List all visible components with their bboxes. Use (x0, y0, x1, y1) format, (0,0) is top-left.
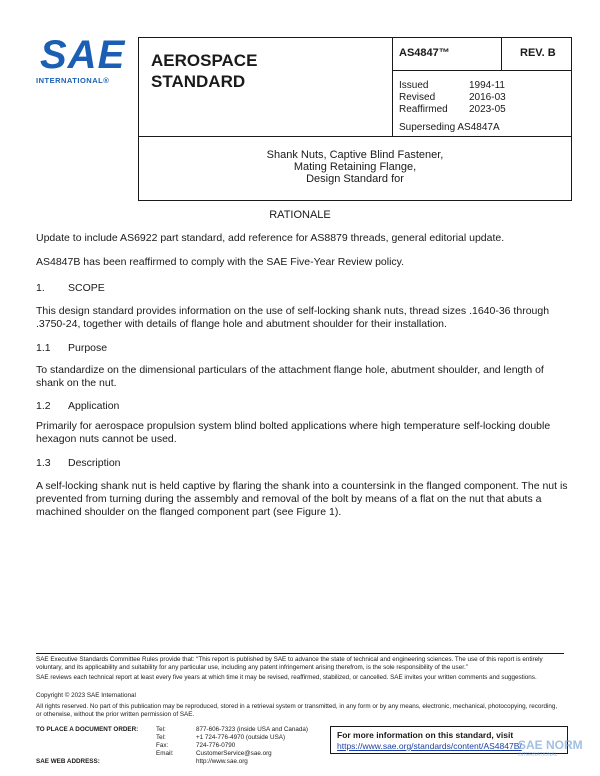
revision-cell (501, 38, 572, 70)
title-line-1: Shank Nuts, Captive Blind Fastener, (266, 149, 444, 161)
title-line-2: Mating Retaining Flange, (293, 161, 417, 173)
email[interactable]: CustomerService@sae.org (196, 750, 272, 757)
info-line: For more information on this standard, visit (337, 730, 514, 740)
type-line-2: STANDARD (151, 72, 246, 91)
watermark: SAE NORM INTERNATIONAL (518, 738, 583, 758)
web-address[interactable]: http://www.sae.org (196, 758, 248, 765)
fax: 724-776-0790 (196, 742, 236, 749)
date-row-issued: Issued 1994-11 (399, 80, 505, 91)
title-line-3: Design Standard for (306, 173, 404, 185)
web-label: SAE WEB ADDRESS: (36, 758, 100, 765)
standard-link[interactable]: https://www.sae.org/standards/content/AS4847B/ (337, 741, 522, 751)
date-table (399, 80, 506, 116)
rationale-heading: RATIONALE (269, 209, 331, 221)
section-1-1-text: To standardize on the dimensional particulars of the attachment flange hole, abutment shoulder, and length of shank on the nut. (36, 364, 544, 389)
phone-intl: +1 724-776-4970 (outside USA) (196, 734, 286, 741)
contact-block (36, 726, 309, 766)
date-row-reaffirmed: Reaffirmed 2023-05 (399, 104, 506, 115)
document-type-cell (139, 38, 393, 136)
footer-copyright: Copyright © 2023 SAE International (36, 692, 136, 699)
rationale-paragraph-1: Update to include AS6922 part standard, add reference for AS8879 threads, general editorial update. (36, 232, 505, 244)
date-row-revised: Revised 2016-03 (399, 92, 506, 103)
footer-rules: SAE Executive Standards Committee Rules provide that: “This report is published by SAE to advance the state of technical and engineering sciences. The use of this report is entirely voluntary, and its applicability and suitability for any particular use, including any patent infringement arising therefrom, is the sole responsibility of the user.” (36, 656, 543, 671)
section-1-3-text: A self-locking shank nut is held captive by flaring the shank into a countersink in the flanged component. The nut is prevented from turning during the assembly and removal of the bolt by means of a flat on the nut that abuts a machined shoulder on the flanged component part (see Figure 1). (36, 480, 568, 518)
superseding: Superseding AS4847A (399, 122, 500, 133)
section-1-heading: 1. SCOPE (36, 282, 105, 294)
sae-logo (36, 33, 132, 86)
logo-subtitle: INTERNATIONAL® (36, 76, 110, 85)
type-line-1: AEROSPACE (151, 51, 258, 70)
logo-mark: SAE (40, 33, 126, 77)
footer-review: SAE reviews each technical report at least every five years at which time it may be revised, reaffirmed, stabilized, or cancelled. SAE invites your written comments and suggestions. (36, 674, 537, 681)
section-1-3-heading: 1.3 Description (36, 457, 121, 469)
section-1-2-heading: 1.2 Application (36, 400, 120, 412)
order-label: TO PLACE A DOCUMENT ORDER: (36, 726, 139, 733)
document-type (151, 50, 257, 92)
doc-number: AS4847™ (399, 47, 450, 59)
section-1-2-text: Primarily for aerospace propulsion system blind bolted applications where high temperature self-locking double hexagon nuts cannot be used. (36, 420, 551, 445)
revision: REV. B (520, 47, 556, 59)
section-1-1-heading: 1.1 Purpose (36, 342, 108, 354)
doc-number-row (393, 38, 571, 71)
footer-divider (36, 653, 564, 654)
document-header (138, 37, 572, 137)
section-1-text: This design standard provides information on the use of self-locking shank nuts, thread sizes .1640-36 through .3750-24, together with details of flange hole and abutment shoulder for their installation. (36, 305, 550, 330)
document-title (138, 137, 572, 201)
phone-us: 877-606-7323 (inside USA and Canada) (196, 726, 309, 733)
rationale-paragraph-2: AS4847B has been reaffirmed to comply with the SAE Five-Year Review policy. (36, 256, 405, 268)
footer-rights: All rights reserved. No part of this publication may be reproduced, stored in a retrieval system or transmitted, in any form or by any means, electronic, mechanical, photocopying, recording, or otherwise, without the prior written permission of SAE. (36, 703, 558, 718)
contact-list: Tel: 877-606-7323 (inside USA and Canada) Tel: +1 724-776-4970 (outside USA) Fax: 724-776-0790 Email: CustomerService@sae.org http://www.sae.org (156, 726, 309, 765)
